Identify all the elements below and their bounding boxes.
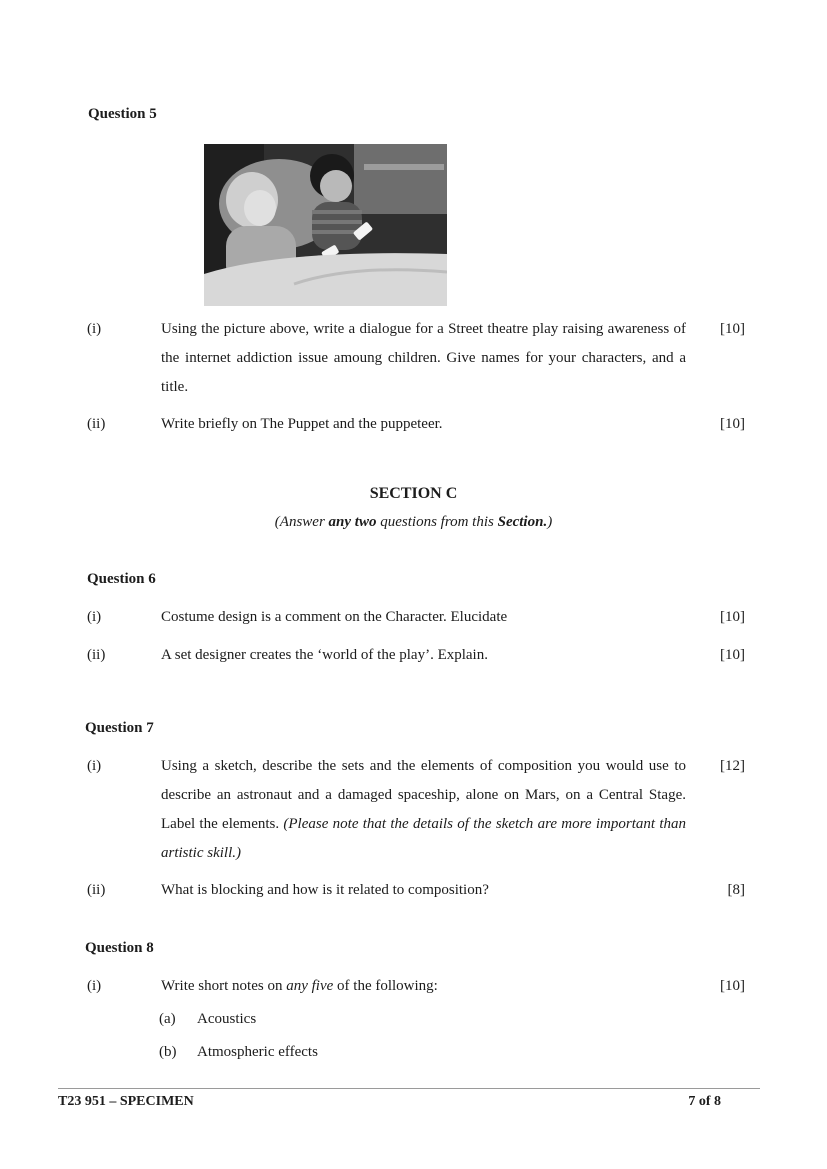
q6-part-ii-number: (ii) xyxy=(87,647,106,663)
q6-part-i-text: Costume design is a comment on the Character. Elucidate xyxy=(161,609,508,625)
q8-part-i-number: (i) xyxy=(87,978,102,994)
footer-divider xyxy=(58,1088,760,1089)
q7-part-i-text: Using a sketch, describe the sets and the elements of composition you would use to describe an astronaut and a damaged spaceship, alone on Mars, on a Central Stage. Label the elements. (Please note that the details of the sketch are more important than artistic skill.) xyxy=(161,758,686,861)
q6-part-ii-marks: [10] xyxy=(720,647,745,663)
q6-part-i-marks: [10] xyxy=(720,609,745,625)
q7-part-ii-marks: [8] xyxy=(727,882,745,898)
q5-part-ii-marks: [10] xyxy=(720,416,745,432)
photo-illustration xyxy=(204,144,447,306)
q5-part-ii-number: (ii) xyxy=(87,416,106,432)
q5-part-i-text: Using the picture above, write a dialogue for a Street theatre play raising awareness of the internet addiction issue amoung children. Give names for your characters, and a title. xyxy=(161,321,686,395)
question-8-heading: Question 8 xyxy=(85,940,154,956)
q6-part-ii-text: A set designer creates the ‘world of the play’. Explain. xyxy=(161,647,488,663)
q6-part-i-number: (i) xyxy=(87,609,102,625)
children-phones-photo xyxy=(204,144,447,306)
q7-part-ii-text: What is blocking and how is it related to composition? xyxy=(161,882,489,898)
question-6-heading: Question 6 xyxy=(87,571,156,587)
q8-item-b-text: Atmospheric effects xyxy=(197,1044,318,1060)
q5-part-i-number: (i) xyxy=(87,321,102,337)
q8-part-i-text: Write short notes on any five of the following: xyxy=(161,978,438,994)
section-c-title: SECTION C xyxy=(369,485,458,502)
q5-part-ii-text: Write briefly on The Puppet and the puppeteer. xyxy=(161,416,443,432)
q7-part-i-marks: [12] xyxy=(720,758,745,774)
footer-paper-code: T23 951 – SPECIMEN xyxy=(58,1094,194,1109)
section-c-instructions: (Answer any two questions from this Section.) xyxy=(274,514,553,530)
q8-item-b-letter: (b) xyxy=(159,1044,177,1060)
q8-item-a-text: Acoustics xyxy=(197,1011,257,1027)
question-5-heading: Question 5 xyxy=(88,106,157,122)
q7-part-i-number: (i) xyxy=(87,758,102,774)
q8-item-a-letter: (a) xyxy=(159,1011,176,1027)
q8-part-i-marks: [10] xyxy=(720,978,745,994)
footer-page-number: 7 of 8 xyxy=(688,1094,721,1109)
q7-part-ii-number: (ii) xyxy=(87,882,106,898)
question-7-heading: Question 7 xyxy=(85,720,154,736)
q5-part-i-marks: [10] xyxy=(720,321,745,337)
